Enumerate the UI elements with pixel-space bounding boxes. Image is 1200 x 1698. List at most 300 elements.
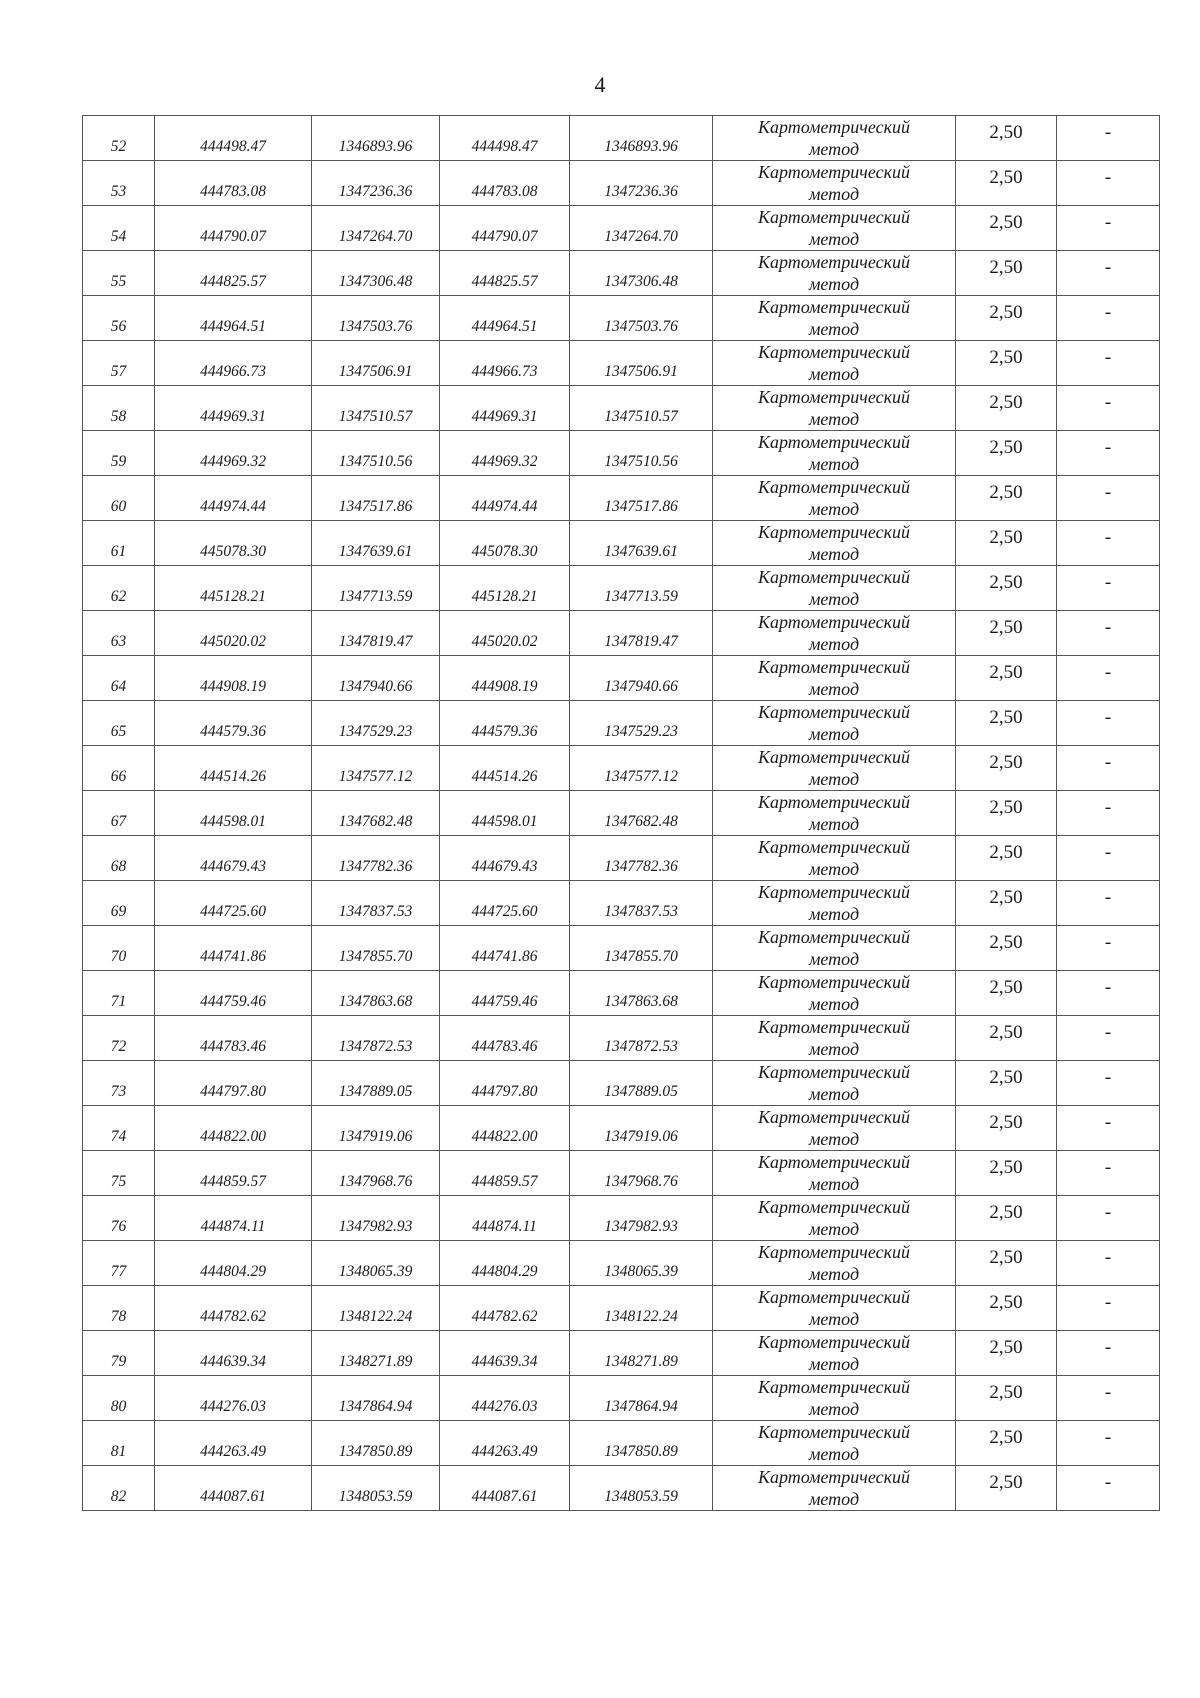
method-cell (713, 1106, 956, 1151)
new-y-cell: 1347864.94 (570, 1376, 713, 1421)
point-number-cell: 62 (83, 566, 155, 611)
point-number-cell: 74 (83, 1106, 155, 1151)
new-x-cell: 444804.29 (440, 1241, 570, 1286)
existing-x-cell: 444969.32 (155, 431, 312, 476)
method-line-2: метод (808, 1309, 860, 1329)
existing-y-cell: 1347264.70 (312, 206, 440, 251)
point-number-cell: 54 (83, 206, 155, 251)
method-cell (713, 701, 956, 746)
point-number-cell: 61 (83, 521, 155, 566)
existing-y-cell: 1348271.89 (312, 1331, 440, 1376)
description-cell: - (1057, 701, 1160, 746)
method-cell (713, 386, 956, 431)
accuracy-cell: 2,50 (956, 881, 1057, 926)
new-y-cell: 1347982.93 (570, 1196, 713, 1241)
table-row (83, 881, 1160, 926)
method-cell (713, 1061, 956, 1106)
existing-x-cell: 444579.36 (155, 701, 312, 746)
new-x-cell: 444969.32 (440, 431, 570, 476)
new-y-cell: 1348053.59 (570, 1466, 713, 1511)
accuracy-cell: 2,50 (956, 521, 1057, 566)
existing-y-cell: 1347236.36 (312, 161, 440, 206)
existing-y-cell: 1347306.48 (312, 251, 440, 296)
accuracy-cell: 2,50 (956, 971, 1057, 1016)
accuracy-cell: 2,50 (956, 1421, 1057, 1466)
existing-x-cell: 444797.80 (155, 1061, 312, 1106)
new-y-cell: 1347510.57 (570, 386, 713, 431)
accuracy-cell: 2,50 (956, 476, 1057, 521)
point-number-cell: 63 (83, 611, 155, 656)
new-y-cell: 1347682.48 (570, 791, 713, 836)
accuracy-cell: 2,50 (956, 1106, 1057, 1151)
table-row (83, 431, 1160, 476)
existing-x-cell: 444822.00 (155, 1106, 312, 1151)
new-y-cell: 1347577.12 (570, 746, 713, 791)
method-line-1: Картометрический (757, 612, 910, 632)
new-x-cell: 444974.44 (440, 476, 570, 521)
method-line-1: Картометрический (757, 702, 910, 722)
table-row (83, 1106, 1160, 1151)
point-number-cell: 77 (83, 1241, 155, 1286)
existing-y-cell: 1347855.70 (312, 926, 440, 971)
new-x-cell: 444679.43 (440, 836, 570, 881)
existing-x-cell: 444969.31 (155, 386, 312, 431)
accuracy-cell: 2,50 (956, 341, 1057, 386)
existing-y-cell: 1347503.76 (312, 296, 440, 341)
description-cell: - (1057, 836, 1160, 881)
method-line-2: метод (808, 409, 860, 429)
method-line-1: Картометрический (757, 1287, 910, 1307)
existing-y-cell: 1347819.47 (312, 611, 440, 656)
new-y-cell: 1347919.06 (570, 1106, 713, 1151)
new-x-cell: 444790.07 (440, 206, 570, 251)
point-number-cell: 69 (83, 881, 155, 926)
accuracy-cell: 2,50 (956, 116, 1057, 161)
table-row (83, 1466, 1160, 1511)
point-number-cell: 60 (83, 476, 155, 521)
method-cell (713, 206, 956, 251)
method-line-2: метод (808, 499, 860, 519)
existing-y-cell: 1347837.53 (312, 881, 440, 926)
new-y-cell: 1347889.05 (570, 1061, 713, 1106)
accuracy-cell: 2,50 (956, 611, 1057, 656)
method-line-1: Картометрический (757, 567, 910, 587)
point-number-cell: 78 (83, 1286, 155, 1331)
method-line-1: Картометрический (757, 1332, 910, 1352)
table-row (83, 836, 1160, 881)
existing-x-cell: 445078.30 (155, 521, 312, 566)
coordinates-table (82, 115, 1160, 1511)
method-cell (713, 1466, 956, 1511)
method-cell (713, 566, 956, 611)
point-number-cell: 76 (83, 1196, 155, 1241)
table-row (83, 1421, 1160, 1466)
new-x-cell: 444759.46 (440, 971, 570, 1016)
method-line-2: метод (808, 184, 860, 204)
method-line-2: метод (808, 589, 860, 609)
method-line-1: Картометрический (757, 1377, 910, 1397)
new-x-cell: 444725.60 (440, 881, 570, 926)
description-cell: - (1057, 476, 1160, 521)
method-cell (713, 1196, 956, 1241)
existing-x-cell: 444498.47 (155, 116, 312, 161)
method-line-2: метод (808, 319, 860, 339)
new-y-cell: 1346893.96 (570, 116, 713, 161)
point-number-cell: 72 (83, 1016, 155, 1061)
existing-y-cell: 1347889.05 (312, 1061, 440, 1106)
existing-x-cell: 444514.26 (155, 746, 312, 791)
existing-x-cell: 444825.57 (155, 251, 312, 296)
existing-y-cell: 1347864.94 (312, 1376, 440, 1421)
description-cell: - (1057, 116, 1160, 161)
new-y-cell: 1348271.89 (570, 1331, 713, 1376)
method-line-2: метод (808, 139, 860, 159)
new-y-cell: 1347529.23 (570, 701, 713, 746)
table-row (83, 296, 1160, 341)
table-row (83, 971, 1160, 1016)
method-line-2: метод (808, 724, 860, 744)
new-y-cell: 1347236.36 (570, 161, 713, 206)
method-cell (713, 791, 956, 836)
accuracy-cell: 2,50 (956, 566, 1057, 611)
description-cell: - (1057, 296, 1160, 341)
description-cell: - (1057, 1061, 1160, 1106)
method-line-2: метод (808, 1129, 860, 1149)
method-line-1: Картометрический (757, 252, 910, 272)
point-number-cell: 66 (83, 746, 155, 791)
new-y-cell: 1347510.56 (570, 431, 713, 476)
existing-y-cell: 1347919.06 (312, 1106, 440, 1151)
method-line-1: Картометрический (757, 162, 910, 182)
method-line-2: метод (808, 1444, 860, 1464)
new-x-cell: 444514.26 (440, 746, 570, 791)
description-cell: - (1057, 431, 1160, 476)
new-x-cell: 444969.31 (440, 386, 570, 431)
method-line-1: Картометрический (757, 882, 910, 902)
table-row (83, 1061, 1160, 1106)
existing-x-cell: 444859.57 (155, 1151, 312, 1196)
accuracy-cell: 2,50 (956, 206, 1057, 251)
description-cell: - (1057, 611, 1160, 656)
existing-x-cell: 444974.44 (155, 476, 312, 521)
point-number-cell: 75 (83, 1151, 155, 1196)
existing-x-cell: 444679.43 (155, 836, 312, 881)
accuracy-cell: 2,50 (956, 1061, 1057, 1106)
new-y-cell: 1347819.47 (570, 611, 713, 656)
method-line-1: Картометрический (757, 207, 910, 227)
new-y-cell: 1347863.68 (570, 971, 713, 1016)
description-cell: - (1057, 656, 1160, 701)
new-y-cell: 1347968.76 (570, 1151, 713, 1196)
method-line-2: метод (808, 364, 860, 384)
method-line-2: метод (808, 1399, 860, 1419)
method-line-1: Картометрический (757, 1062, 910, 1082)
method-cell (713, 1421, 956, 1466)
method-cell (713, 881, 956, 926)
point-number-cell: 68 (83, 836, 155, 881)
method-line-1: Картометрический (757, 837, 910, 857)
table-row (83, 701, 1160, 746)
existing-y-cell: 1347782.36 (312, 836, 440, 881)
table-row (83, 1016, 1160, 1061)
accuracy-cell: 2,50 (956, 1466, 1057, 1511)
description-cell: - (1057, 926, 1160, 971)
point-number-cell: 52 (83, 116, 155, 161)
point-number-cell: 56 (83, 296, 155, 341)
method-line-2: метод (808, 859, 860, 879)
description-cell: - (1057, 791, 1160, 836)
existing-y-cell: 1347982.93 (312, 1196, 440, 1241)
new-x-cell: 444783.08 (440, 161, 570, 206)
point-number-cell: 58 (83, 386, 155, 431)
accuracy-cell: 2,50 (956, 386, 1057, 431)
method-line-2: метод (808, 769, 860, 789)
description-cell: - (1057, 746, 1160, 791)
method-cell (713, 341, 956, 386)
method-line-2: метод (808, 1354, 860, 1374)
accuracy-cell: 2,50 (956, 1196, 1057, 1241)
accuracy-cell: 2,50 (956, 746, 1057, 791)
new-y-cell: 1347850.89 (570, 1421, 713, 1466)
new-y-cell: 1347713.59 (570, 566, 713, 611)
method-line-1: Картометрический (757, 1242, 910, 1262)
method-line-1: Картометрический (757, 657, 910, 677)
new-x-cell: 444782.62 (440, 1286, 570, 1331)
new-x-cell: 444087.61 (440, 1466, 570, 1511)
description-cell: - (1057, 161, 1160, 206)
existing-x-cell: 444783.46 (155, 1016, 312, 1061)
table-row (83, 1286, 1160, 1331)
method-line-1: Картометрический (757, 432, 910, 452)
accuracy-cell: 2,50 (956, 836, 1057, 881)
method-line-1: Картометрический (757, 1422, 910, 1442)
accuracy-cell: 2,50 (956, 1151, 1057, 1196)
accuracy-cell: 2,50 (956, 791, 1057, 836)
table-row (83, 926, 1160, 971)
method-cell (713, 1331, 956, 1376)
new-y-cell: 1348122.24 (570, 1286, 713, 1331)
table-row (83, 656, 1160, 701)
accuracy-cell: 2,50 (956, 431, 1057, 476)
existing-y-cell: 1347510.56 (312, 431, 440, 476)
accuracy-cell: 2,50 (956, 1241, 1057, 1286)
description-cell: - (1057, 1376, 1160, 1421)
accuracy-cell: 2,50 (956, 701, 1057, 746)
accuracy-cell: 2,50 (956, 1376, 1057, 1421)
method-cell (713, 1286, 956, 1331)
description-cell: - (1057, 1331, 1160, 1376)
point-number-cell: 71 (83, 971, 155, 1016)
existing-y-cell: 1347517.86 (312, 476, 440, 521)
existing-y-cell: 1347713.59 (312, 566, 440, 611)
existing-y-cell: 1347506.91 (312, 341, 440, 386)
existing-y-cell: 1347872.53 (312, 1016, 440, 1061)
point-number-cell: 64 (83, 656, 155, 701)
method-cell (713, 971, 956, 1016)
point-number-cell: 67 (83, 791, 155, 836)
method-line-1: Картометрический (757, 1017, 910, 1037)
method-line-1: Картометрический (757, 387, 910, 407)
description-cell: - (1057, 341, 1160, 386)
new-y-cell: 1347872.53 (570, 1016, 713, 1061)
description-cell: - (1057, 206, 1160, 251)
new-y-cell: 1347782.36 (570, 836, 713, 881)
method-cell (713, 476, 956, 521)
point-number-cell: 79 (83, 1331, 155, 1376)
method-line-1: Картометрический (757, 1107, 910, 1127)
new-x-cell: 444966.73 (440, 341, 570, 386)
method-cell (713, 1016, 956, 1061)
new-x-cell: 444639.34 (440, 1331, 570, 1376)
table-row (83, 566, 1160, 611)
description-cell: - (1057, 1241, 1160, 1286)
new-x-cell: 444822.00 (440, 1106, 570, 1151)
method-line-2: метод (808, 544, 860, 564)
table-row (83, 1241, 1160, 1286)
method-line-2: метод (808, 1084, 860, 1104)
method-line-1: Картометрический (757, 1197, 910, 1217)
new-x-cell: 444276.03 (440, 1376, 570, 1421)
method-cell (713, 1241, 956, 1286)
new-x-cell: 444598.01 (440, 791, 570, 836)
accuracy-cell: 2,50 (956, 1331, 1057, 1376)
method-line-1: Картометрический (757, 747, 910, 767)
existing-x-cell: 445020.02 (155, 611, 312, 656)
new-x-cell: 444964.51 (440, 296, 570, 341)
new-y-cell: 1347517.86 (570, 476, 713, 521)
table-row (83, 521, 1160, 566)
description-cell: - (1057, 1016, 1160, 1061)
table-row (83, 1331, 1160, 1376)
existing-y-cell: 1346893.96 (312, 116, 440, 161)
method-line-2: метод (808, 1264, 860, 1284)
existing-y-cell: 1347577.12 (312, 746, 440, 791)
accuracy-cell: 2,50 (956, 656, 1057, 701)
new-x-cell: 444579.36 (440, 701, 570, 746)
description-cell: - (1057, 521, 1160, 566)
existing-x-cell: 444639.34 (155, 1331, 312, 1376)
new-y-cell: 1347855.70 (570, 926, 713, 971)
method-cell (713, 836, 956, 881)
existing-x-cell: 444087.61 (155, 1466, 312, 1511)
method-line-1: Картометрический (757, 792, 910, 812)
table-row (83, 1196, 1160, 1241)
accuracy-cell: 2,50 (956, 1286, 1057, 1331)
existing-x-cell: 444725.60 (155, 881, 312, 926)
description-cell: - (1057, 1421, 1160, 1466)
method-line-1: Картометрический (757, 522, 910, 542)
method-cell (713, 296, 956, 341)
table-row (83, 791, 1160, 836)
new-x-cell: 444741.86 (440, 926, 570, 971)
existing-x-cell: 444276.03 (155, 1376, 312, 1421)
method-line-2: метод (808, 1489, 860, 1509)
accuracy-cell: 2,50 (956, 296, 1057, 341)
method-line-2: метод (808, 904, 860, 924)
method-line-1: Картометрический (757, 297, 910, 317)
point-number-cell: 57 (83, 341, 155, 386)
method-line-2: метод (808, 949, 860, 969)
existing-y-cell: 1348122.24 (312, 1286, 440, 1331)
description-cell: - (1057, 971, 1160, 1016)
new-y-cell: 1347837.53 (570, 881, 713, 926)
method-cell (713, 431, 956, 476)
table-row (83, 341, 1160, 386)
new-y-cell: 1347940.66 (570, 656, 713, 701)
new-y-cell: 1347264.70 (570, 206, 713, 251)
method-cell (713, 656, 956, 701)
new-x-cell: 444263.49 (440, 1421, 570, 1466)
new-x-cell: 445128.21 (440, 566, 570, 611)
existing-x-cell: 444790.07 (155, 206, 312, 251)
point-number-cell: 81 (83, 1421, 155, 1466)
existing-y-cell: 1347510.57 (312, 386, 440, 431)
description-cell: - (1057, 1151, 1160, 1196)
method-line-1: Картометрический (757, 342, 910, 362)
method-cell (713, 746, 956, 791)
description-cell: - (1057, 251, 1160, 296)
existing-x-cell: 444741.86 (155, 926, 312, 971)
existing-x-cell: 444263.49 (155, 1421, 312, 1466)
method-cell (713, 116, 956, 161)
existing-y-cell: 1347639.61 (312, 521, 440, 566)
existing-y-cell: 1347850.89 (312, 1421, 440, 1466)
new-y-cell: 1347506.91 (570, 341, 713, 386)
new-y-cell: 1347306.48 (570, 251, 713, 296)
existing-y-cell: 1347682.48 (312, 791, 440, 836)
description-cell: - (1057, 386, 1160, 431)
description-cell: - (1057, 1196, 1160, 1241)
table-row (83, 161, 1160, 206)
new-x-cell: 445020.02 (440, 611, 570, 656)
method-line-2: метод (808, 229, 860, 249)
method-cell (713, 611, 956, 656)
description-cell: - (1057, 1106, 1160, 1151)
new-y-cell: 1347639.61 (570, 521, 713, 566)
method-line-1: Картометрический (757, 117, 910, 137)
point-number-cell: 70 (83, 926, 155, 971)
existing-y-cell: 1347940.66 (312, 656, 440, 701)
new-x-cell: 444874.11 (440, 1196, 570, 1241)
method-cell (713, 926, 956, 971)
existing-x-cell: 444874.11 (155, 1196, 312, 1241)
existing-x-cell: 444598.01 (155, 791, 312, 836)
method-line-1: Картометрический (757, 1152, 910, 1172)
point-number-cell: 80 (83, 1376, 155, 1421)
table-row (83, 746, 1160, 791)
table-row (83, 251, 1160, 296)
method-line-2: метод (808, 274, 860, 294)
existing-y-cell: 1348053.59 (312, 1466, 440, 1511)
existing-x-cell: 444804.29 (155, 1241, 312, 1286)
existing-x-cell: 444966.73 (155, 341, 312, 386)
description-cell: - (1057, 1286, 1160, 1331)
point-number-cell: 55 (83, 251, 155, 296)
method-line-1: Картометрический (757, 1467, 910, 1487)
new-x-cell: 444908.19 (440, 656, 570, 701)
new-x-cell: 444859.57 (440, 1151, 570, 1196)
method-line-2: метод (808, 1219, 860, 1239)
method-line-2: метод (808, 814, 860, 834)
new-x-cell: 444825.57 (440, 251, 570, 296)
existing-y-cell: 1348065.39 (312, 1241, 440, 1286)
description-cell: - (1057, 1466, 1160, 1511)
existing-y-cell: 1347968.76 (312, 1151, 440, 1196)
method-line-2: метод (808, 1039, 860, 1059)
method-line-2: метод (808, 634, 860, 654)
existing-x-cell: 444964.51 (155, 296, 312, 341)
table-row (83, 116, 1160, 161)
